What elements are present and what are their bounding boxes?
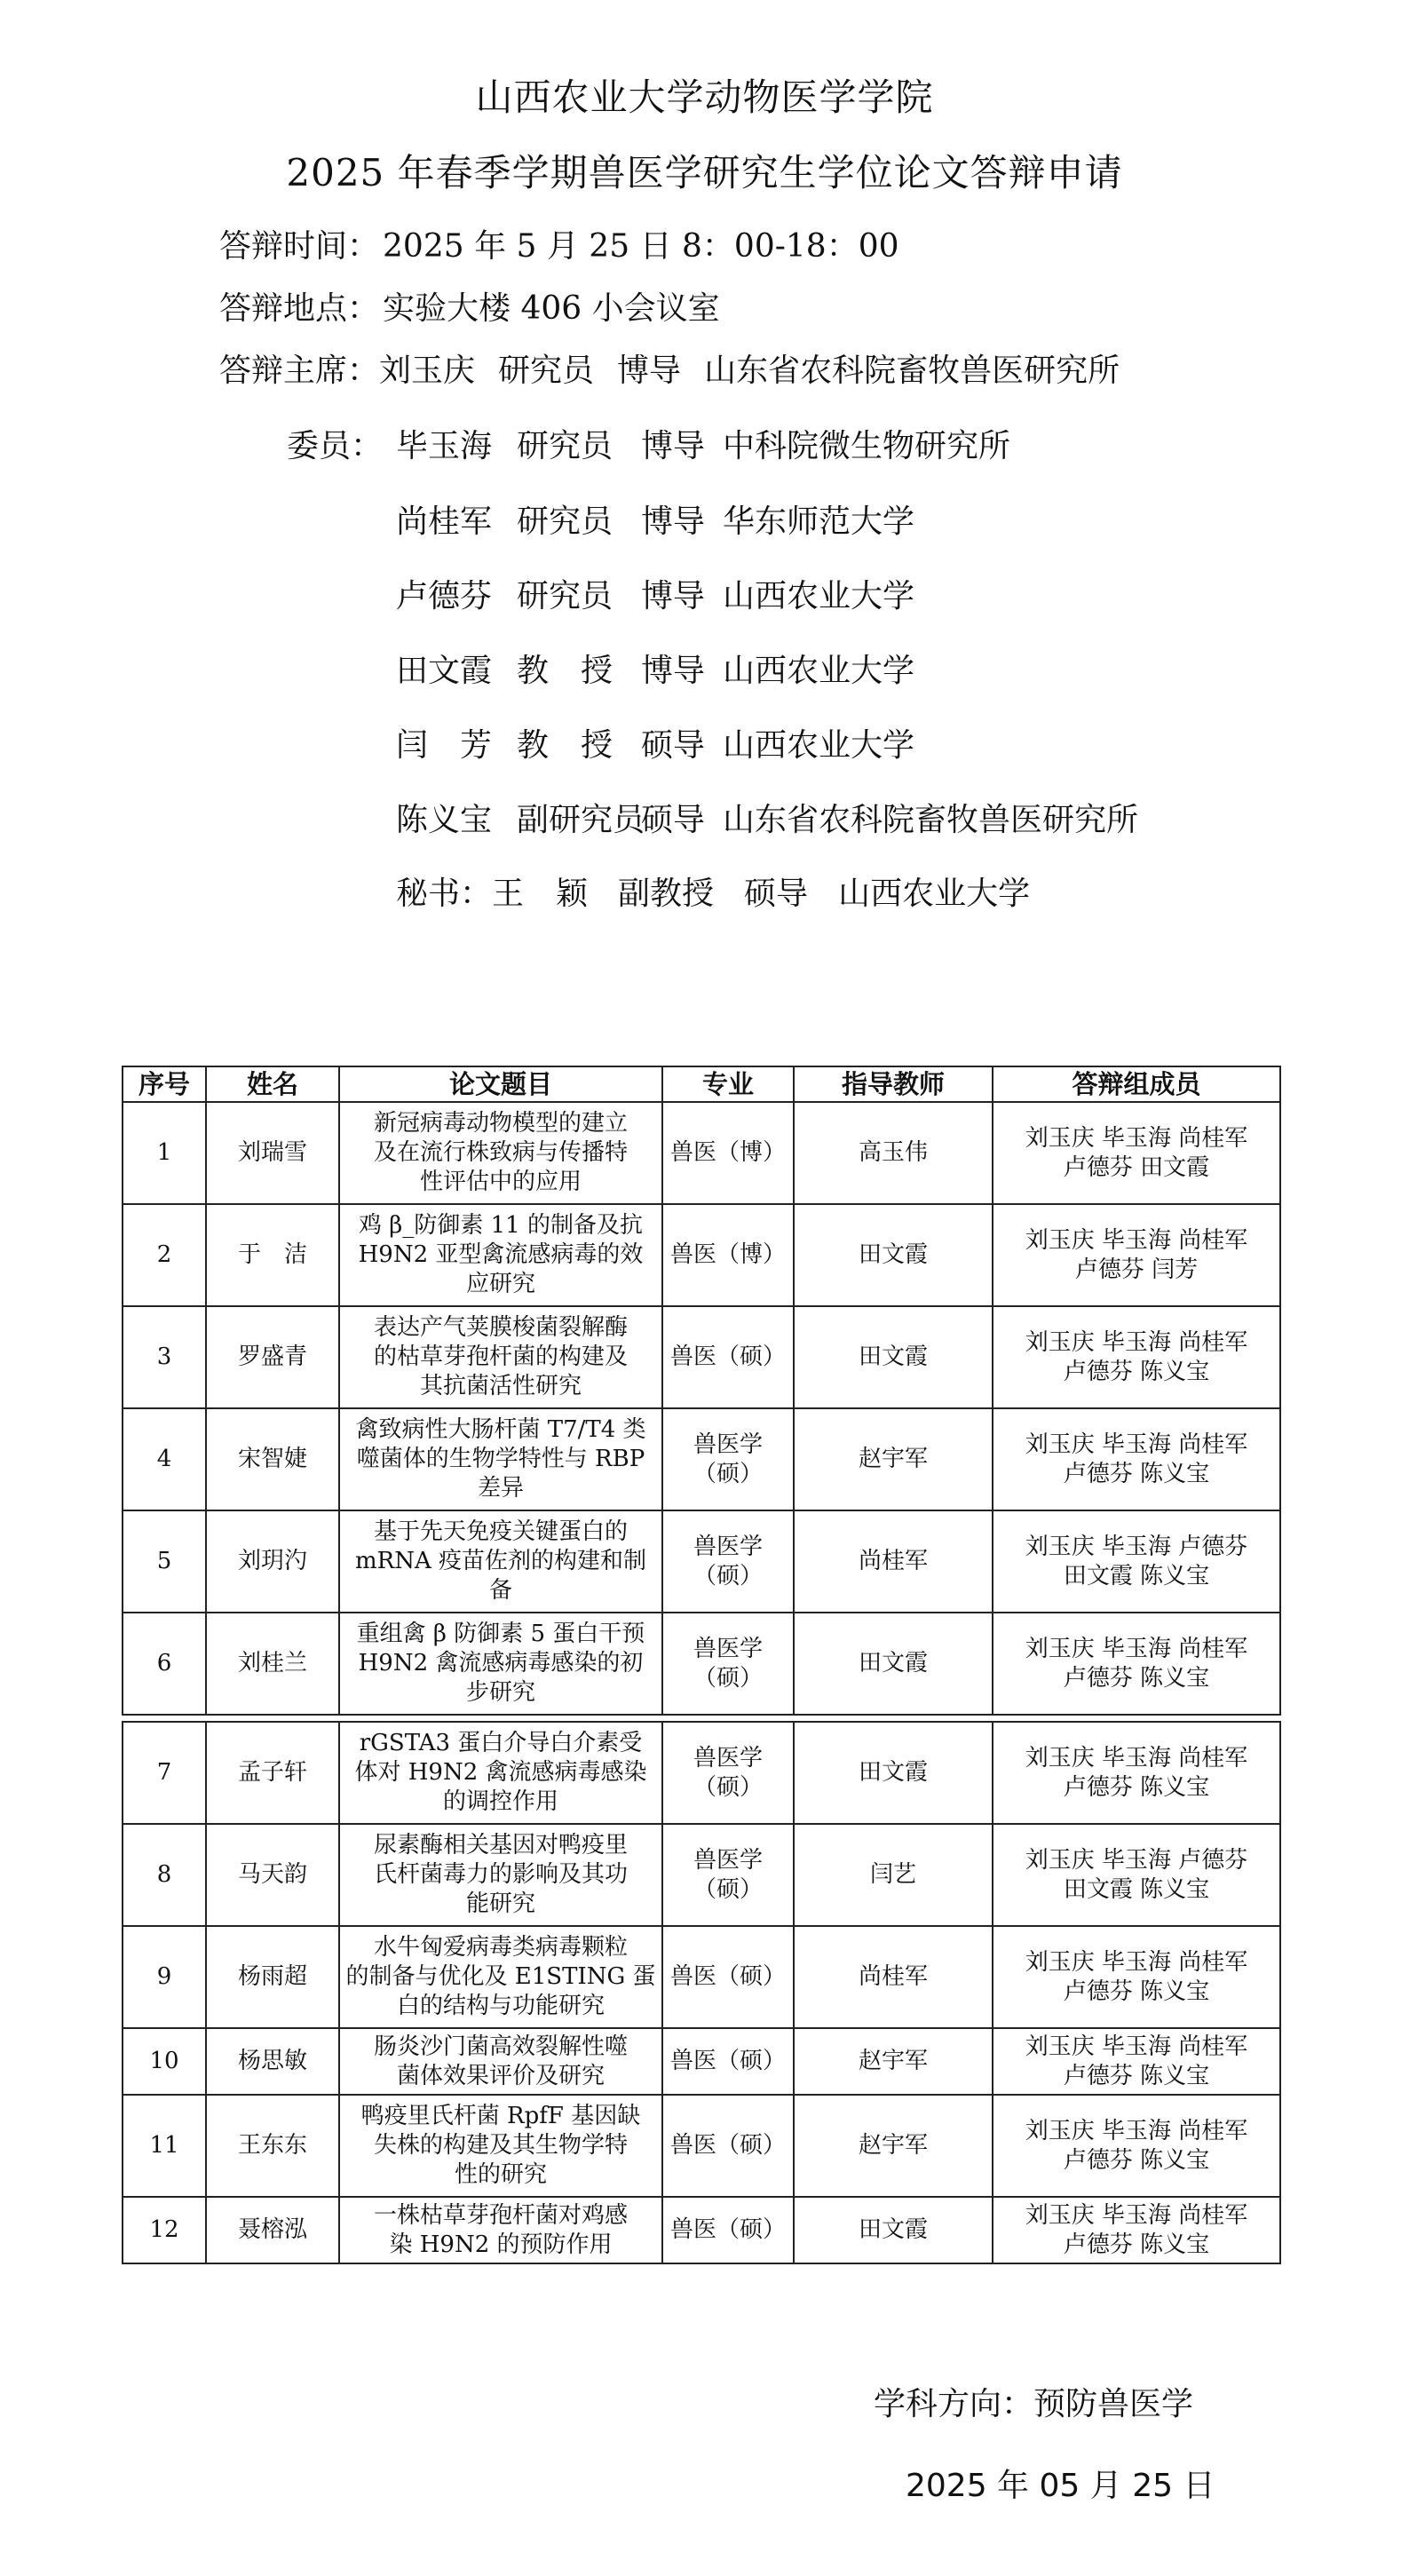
cell-panel bbox=[993, 2095, 1280, 2197]
discipline-direction: 学科方向：预防兽医学 bbox=[874, 2386, 1194, 2422]
cell-no: 4 bbox=[123, 1408, 206, 1510]
cell-thesis bbox=[339, 1408, 662, 1510]
college-title: 山西农业大学动物医学学院 bbox=[475, 75, 934, 119]
cell-thesis-line: 性的研究 bbox=[454, 2161, 547, 2188]
member-name: 田文霞 bbox=[396, 653, 493, 689]
cell-panel bbox=[993, 1613, 1280, 1715]
defense-time-label: 答辩时间： bbox=[219, 228, 380, 265]
defense-place-value: 实验大楼 406 小会议室 bbox=[383, 290, 720, 327]
cell-name: 刘桂兰 bbox=[206, 1613, 339, 1715]
member-degree: 博导 bbox=[641, 653, 706, 689]
cell-thesis-line: 鸡 β_防御素 11 的制备及抗 bbox=[359, 1212, 643, 1239]
secretary-name: 王 颖 bbox=[492, 876, 589, 912]
cell-major bbox=[662, 1204, 794, 1306]
member-title: 教 授 bbox=[517, 653, 613, 689]
header-thesis: 论文题目 bbox=[339, 1066, 662, 1102]
cell-panel bbox=[993, 1722, 1280, 1824]
member-name: 毕玉海 bbox=[396, 428, 493, 464]
cell-panel-line: 卢德芬 闫芳 bbox=[1074, 1256, 1199, 1283]
header-name: 姓名 bbox=[206, 1066, 339, 1102]
cell-thesis bbox=[339, 1306, 662, 1408]
cell-thesis-line: 水牛匈爱病毒类病毒颗粒 bbox=[373, 1934, 628, 1961]
table-header-row bbox=[123, 1066, 1280, 1102]
cell-thesis-line: 其抗菌活性研究 bbox=[419, 1373, 582, 1399]
cell-major-line: （硕） bbox=[693, 1562, 763, 1589]
cell-panel bbox=[993, 1926, 1280, 2028]
cell-panel-line: 刘玉庆 毕玉海 卢德芬 bbox=[1025, 1846, 1248, 1874]
cell-no: 3 bbox=[123, 1306, 206, 1408]
cell-no: 6 bbox=[123, 1613, 206, 1715]
cell-thesis-line: 差异 bbox=[477, 1475, 524, 1502]
cell-major bbox=[662, 1926, 794, 2028]
cell-major bbox=[662, 1722, 794, 1824]
cell-panel-line: 田文霞 陈义宝 bbox=[1063, 1562, 1210, 1589]
table-row bbox=[123, 1613, 1280, 1715]
table-row bbox=[123, 1926, 1280, 2028]
cell-thesis-line: 氏杆菌毒力的影响及其功 bbox=[373, 1861, 628, 1888]
cell-panel-line: 刘玉庆 毕玉海 尚桂军 bbox=[1025, 1226, 1248, 1254]
table-row bbox=[123, 2197, 1280, 2263]
cell-thesis-line: 肠炎沙门菌高效裂解性噬 bbox=[373, 2033, 628, 2060]
cell-panel-line: 卢德芬 陈义宝 bbox=[1063, 2231, 1210, 2258]
cell-advisor: 闫艺 bbox=[794, 1824, 993, 1926]
cell-major-line: 兽医（硕） bbox=[669, 1343, 786, 1370]
cell-advisor: 田文霞 bbox=[794, 1722, 993, 1824]
defense-time-value: 2025 年 5 月 25 日 8：00-18：00 bbox=[383, 228, 899, 265]
cell-no: 1 bbox=[123, 1102, 206, 1204]
cell-major-line: （硕） bbox=[693, 1773, 763, 1801]
cell-thesis-line: 白的结构与功能研究 bbox=[396, 1993, 605, 2019]
cell-thesis bbox=[339, 1613, 662, 1715]
cell-thesis-line: H9N2 亚型禽流感病毒的效 bbox=[358, 1241, 644, 1268]
cell-no: 9 bbox=[123, 1926, 206, 2028]
cell-panel-line: 刘玉庆 毕玉海 尚桂军 bbox=[1025, 2033, 1248, 2060]
cell-thesis-line: 基于先天免疫关键蛋白的 bbox=[373, 1518, 628, 1545]
defense-table-2 bbox=[122, 1721, 1281, 2264]
cell-major-line: 兽医（硕） bbox=[669, 1963, 786, 1990]
cell-major-line: 兽医学 bbox=[693, 1431, 763, 1458]
cell-thesis-line: 的调控作用 bbox=[442, 1788, 558, 1815]
cell-no: 12 bbox=[123, 2197, 206, 2263]
cell-thesis bbox=[339, 2028, 662, 2095]
cell-panel-line: 刘玉庆 毕玉海 尚桂军 bbox=[1025, 1431, 1248, 1458]
cell-major-line: 兽医（硕） bbox=[669, 2216, 786, 2243]
cell-thesis-line: 步研究 bbox=[465, 1679, 535, 1706]
member-name: 陈义宝 bbox=[396, 802, 493, 838]
cell-major-line: （硕） bbox=[693, 1875, 763, 1903]
cell-major-line: 兽医（博） bbox=[669, 1241, 786, 1268]
cell-name: 刘瑞雪 bbox=[206, 1102, 339, 1204]
member-degree: 博导 bbox=[641, 578, 706, 614]
member-title: 副研究员 bbox=[517, 802, 645, 838]
document-title: 2025 年春季学期兽医学研究生学位论文答辩申请 bbox=[286, 151, 1123, 194]
secretary bbox=[396, 872, 1060, 916]
cell-no: 10 bbox=[123, 2028, 206, 2095]
cell-major-line: （硕） bbox=[693, 1664, 763, 1692]
cell-thesis-line: 鸭疫里氏杆菌 RpfF 基因缺 bbox=[360, 2103, 641, 2129]
cell-major bbox=[662, 2095, 794, 2197]
cell-no: 11 bbox=[123, 2095, 206, 2197]
cell-panel bbox=[993, 1510, 1280, 1613]
defense-place-label: 答辩地点： bbox=[219, 290, 380, 327]
cell-panel-line: 刘玉庆 毕玉海 尚桂军 bbox=[1025, 1635, 1248, 1662]
cell-thesis-line: 应研究 bbox=[465, 1271, 535, 1297]
header-panel: 答辩组成员 bbox=[993, 1066, 1280, 1102]
table-row bbox=[123, 1102, 1280, 1204]
cell-name: 聂榕泓 bbox=[206, 2197, 339, 2263]
chair-label: 答辩主席： bbox=[219, 353, 380, 389]
cell-panel-line: 卢德芬 陈义宝 bbox=[1063, 2146, 1210, 2174]
cell-panel bbox=[993, 1306, 1280, 1408]
cell-no: 2 bbox=[123, 1204, 206, 1306]
cell-major bbox=[662, 1408, 794, 1510]
cell-major bbox=[662, 1824, 794, 1926]
table-row bbox=[123, 2095, 1280, 2197]
secretary-degree: 硕导 bbox=[744, 876, 809, 912]
cell-major-line: 兽医学 bbox=[693, 1635, 763, 1662]
cell-name: 宋智婕 bbox=[206, 1408, 339, 1510]
cell-panel bbox=[993, 2197, 1280, 2263]
cell-major-line: 兽医（硕） bbox=[669, 2048, 786, 2074]
cell-thesis-line: 的枯草芽孢杆菌的构建及 bbox=[373, 1343, 628, 1370]
cell-thesis-line: 新冠病毒动物模型的建立 bbox=[373, 1110, 628, 1137]
member-title: 研究员 bbox=[517, 578, 613, 614]
cell-thesis bbox=[339, 1824, 662, 1926]
secretary-title: 副教授 bbox=[618, 876, 715, 912]
cell-panel-line: 刘玉庆 毕玉海 尚桂军 bbox=[1025, 1948, 1248, 1976]
cell-major bbox=[662, 1102, 794, 1204]
cell-advisor: 田文霞 bbox=[794, 1204, 993, 1306]
cell-panel-line: 刘玉庆 毕玉海 尚桂军 bbox=[1025, 1328, 1248, 1356]
cell-name: 于 洁 bbox=[206, 1204, 339, 1306]
defense-time bbox=[219, 225, 899, 269]
member-title: 教 授 bbox=[517, 727, 613, 764]
cell-no: 8 bbox=[123, 1824, 206, 1926]
member-name: 闫 芳 bbox=[396, 727, 493, 764]
cell-name: 杨雨超 bbox=[206, 1926, 339, 2028]
cell-panel-line: 刘玉庆 毕玉海 尚桂军 bbox=[1025, 2201, 1248, 2229]
cell-thesis-line: 备 bbox=[488, 1577, 512, 1604]
cell-panel-line: 刘玉庆 毕玉海 尚桂军 bbox=[1025, 1744, 1248, 1771]
cell-advisor: 田文霞 bbox=[794, 1613, 993, 1715]
cell-thesis-line: 噬菌体的生物学特性与 RBP bbox=[356, 1446, 645, 1472]
cell-advisor: 赵宇军 bbox=[794, 2028, 993, 2095]
member-title: 研究员 bbox=[517, 428, 613, 464]
cell-thesis-line: 的制备与优化及 E1STING 蛋 bbox=[345, 1963, 656, 1990]
member-org: 山西农业大学 bbox=[723, 727, 915, 764]
cell-advisor: 赵宇军 bbox=[794, 1408, 993, 1510]
table-row bbox=[123, 1306, 1280, 1408]
cell-thesis bbox=[339, 1510, 662, 1613]
cell-panel-line: 卢德芬 陈义宝 bbox=[1063, 1773, 1210, 1801]
cell-major-line: 兽医学 bbox=[693, 1744, 763, 1771]
member-title: 研究员 bbox=[517, 503, 613, 540]
cell-advisor: 尚桂军 bbox=[794, 1510, 993, 1613]
cell-major-line: 兽医（硕） bbox=[669, 2132, 786, 2159]
member-org: 山西农业大学 bbox=[723, 578, 915, 614]
member-org: 华东师范大学 bbox=[723, 503, 915, 540]
defense-chair bbox=[219, 349, 1120, 393]
member-degree: 博导 bbox=[641, 503, 706, 540]
cell-thesis-line: 性评估中的应用 bbox=[419, 1169, 582, 1195]
committee-label: 委员： bbox=[287, 428, 384, 464]
cell-thesis bbox=[339, 1204, 662, 1306]
chair-org: 山东省农科院畜牧兽医研究所 bbox=[704, 353, 1120, 389]
cell-panel-line: 卢德芬 陈义宝 bbox=[1063, 1978, 1210, 2005]
table-row bbox=[123, 1510, 1280, 1613]
committee-member bbox=[396, 724, 914, 768]
cell-panel bbox=[993, 2028, 1280, 2095]
cell-panel-line: 刘玉庆 毕玉海 卢德芬 bbox=[1025, 1533, 1248, 1560]
cell-name: 马天韵 bbox=[206, 1824, 339, 1926]
cell-thesis bbox=[339, 1926, 662, 2028]
cell-advisor: 赵宇军 bbox=[794, 2095, 993, 2197]
cell-thesis-line: rGSTA3 蛋白介导白介素受 bbox=[359, 1730, 643, 1756]
cell-name: 孟子轩 bbox=[206, 1722, 339, 1824]
cell-major bbox=[662, 2197, 794, 2263]
cell-thesis-line: 失株的构建及其生物学特 bbox=[373, 2132, 628, 2159]
cell-thesis-line: 尿素酶相关基因对鸭疫里 bbox=[373, 1832, 628, 1859]
committee-member bbox=[396, 424, 1010, 469]
cell-major-line: 兽医学 bbox=[693, 1533, 763, 1560]
cell-panel bbox=[993, 1204, 1280, 1306]
cell-name: 罗盛青 bbox=[206, 1306, 339, 1408]
cell-major-line: （硕） bbox=[693, 1460, 763, 1487]
member-name: 尚桂军 bbox=[396, 503, 493, 540]
header-major: 专业 bbox=[662, 1066, 794, 1102]
cell-thesis-line: 禽致病性大肠杆菌 T7/T4 类 bbox=[355, 1416, 646, 1443]
header-no: 序号 bbox=[123, 1066, 206, 1102]
cell-thesis-line: 能研究 bbox=[465, 1890, 535, 1917]
committee-member bbox=[396, 575, 914, 619]
cell-no: 7 bbox=[123, 1722, 206, 1824]
cell-thesis bbox=[339, 2095, 662, 2197]
cell-thesis-line: 表达产气荚膜梭菌裂解酶 bbox=[373, 1314, 628, 1341]
cell-panel bbox=[993, 1102, 1280, 1204]
table-row bbox=[123, 1824, 1280, 1926]
cell-thesis-line: mRNA 疫苗佐剂的构建和制 bbox=[354, 1548, 647, 1574]
cell-major bbox=[662, 1306, 794, 1408]
cell-name: 刘玥汋 bbox=[206, 1510, 339, 1613]
cell-thesis-line: 一株枯草芽孢杆菌对鸡感 bbox=[373, 2201, 628, 2229]
cell-panel-line: 卢德芬 田文霞 bbox=[1063, 1153, 1210, 1181]
cell-thesis bbox=[339, 2197, 662, 2263]
defense-place bbox=[219, 287, 720, 331]
cell-panel bbox=[993, 1408, 1280, 1510]
member-degree: 硕导 bbox=[641, 727, 706, 764]
cell-major bbox=[662, 2028, 794, 2095]
cell-panel-line: 刘玉庆 毕玉海 尚桂军 bbox=[1025, 2117, 1248, 2144]
table-row bbox=[123, 1722, 1280, 1824]
cell-thesis bbox=[339, 1102, 662, 1204]
table-row bbox=[123, 1204, 1280, 1306]
cell-thesis-line: 及在流行株致病与传播特 bbox=[373, 1139, 628, 1166]
member-name: 卢德芬 bbox=[396, 578, 493, 614]
cell-advisor: 田文霞 bbox=[794, 1306, 993, 1408]
cell-thesis-line: 染 H9N2 的预防作用 bbox=[389, 2231, 613, 2258]
cell-panel-line: 卢德芬 陈义宝 bbox=[1063, 2062, 1210, 2089]
defense-table-1 bbox=[122, 1066, 1281, 1716]
cell-panel bbox=[993, 1824, 1280, 1926]
cell-panel-line: 卢德芬 陈义宝 bbox=[1063, 1664, 1210, 1692]
committee-member bbox=[396, 649, 914, 694]
chair-title: 研究员 bbox=[498, 353, 595, 389]
cell-name: 杨思敏 bbox=[206, 2028, 339, 2095]
cell-major bbox=[662, 1510, 794, 1613]
chair-name: 刘玉庆 bbox=[379, 353, 476, 389]
committee-member bbox=[396, 798, 1138, 843]
signing-date: 2025 年 05 月 25 日 bbox=[906, 2468, 1215, 2504]
cell-no: 5 bbox=[123, 1510, 206, 1613]
committee-member bbox=[396, 500, 914, 544]
cell-thesis-line: H9N2 禽流感病毒感染的初 bbox=[358, 1650, 644, 1676]
cell-major-line: 兽医学 bbox=[693, 1846, 763, 1874]
member-degree: 博导 bbox=[641, 428, 706, 464]
cell-major bbox=[662, 1613, 794, 1715]
secretary-label: 秘书： bbox=[396, 876, 493, 912]
cell-advisor: 尚桂军 bbox=[794, 1926, 993, 2028]
member-org: 山西农业大学 bbox=[723, 653, 915, 689]
cell-major-line: 兽医（博） bbox=[669, 1139, 786, 1166]
cell-advisor: 田文霞 bbox=[794, 2197, 993, 2263]
cell-advisor: 高玉伟 bbox=[794, 1102, 993, 1204]
cell-thesis bbox=[339, 1722, 662, 1824]
table-row bbox=[123, 2028, 1280, 2095]
cell-panel-line: 刘玉庆 毕玉海 尚桂军 bbox=[1025, 1124, 1248, 1152]
chair-degree: 博导 bbox=[617, 353, 682, 389]
cell-thesis-line: 重组禽 β 防御素 5 蛋白干预 bbox=[356, 1621, 645, 1647]
header-advisor: 指导教师 bbox=[794, 1066, 993, 1102]
member-org: 山东省农科院畜牧兽医研究所 bbox=[723, 802, 1139, 838]
cell-thesis-line: 菌体效果评价及研究 bbox=[396, 2062, 605, 2089]
cell-panel-line: 卢德芬 陈义宝 bbox=[1063, 1358, 1210, 1385]
cell-name: 王东东 bbox=[206, 2095, 339, 2197]
table-row bbox=[123, 1408, 1280, 1510]
member-org: 中科院微生物研究所 bbox=[723, 428, 1011, 464]
member-degree: 硕导 bbox=[641, 802, 706, 838]
cell-panel-line: 卢德芬 陈义宝 bbox=[1063, 1460, 1210, 1487]
cell-thesis-line: 体对 H9N2 禽流感病毒感染 bbox=[354, 1759, 647, 1786]
secretary-org: 山西农业大学 bbox=[838, 876, 1031, 912]
cell-panel-line: 田文霞 陈义宝 bbox=[1063, 1875, 1210, 1903]
